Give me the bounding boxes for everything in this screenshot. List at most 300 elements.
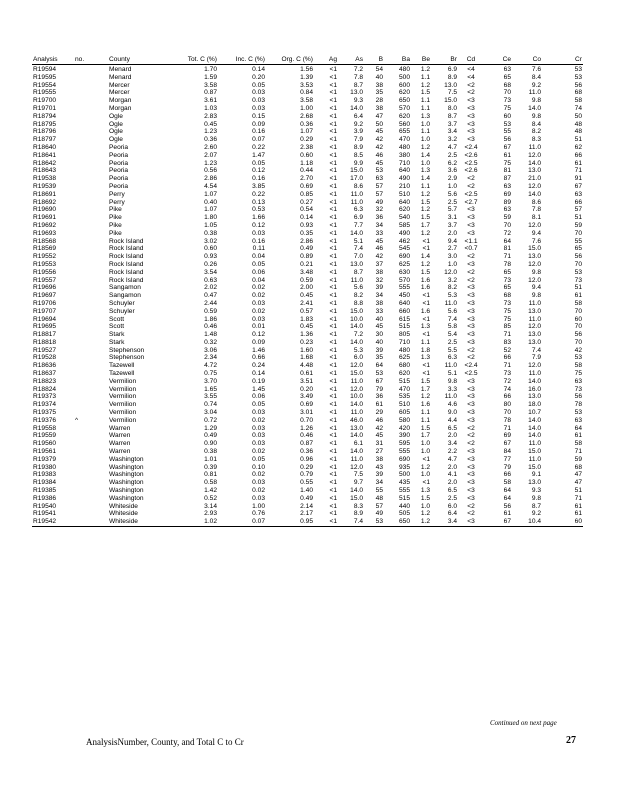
table-cell: 4.1 <box>447 471 457 479</box>
table-cell: R19700 <box>33 97 57 105</box>
table-cell: <1 <box>422 292 430 300</box>
table-row <box>32 354 583 362</box>
table-cell: Sangamon <box>109 292 141 300</box>
table-cell: 2.41 <box>300 299 313 307</box>
table-cell: 6.3 <box>353 206 363 214</box>
table-cell: 1.83 <box>300 315 313 323</box>
table-row <box>32 269 583 277</box>
table-cell: 0.79 <box>300 471 313 479</box>
table-cell: <1 <box>329 292 337 300</box>
table-cell: 1.07 <box>300 128 313 136</box>
table-cell: <3 <box>467 120 475 128</box>
table-cell: 53 <box>574 354 582 362</box>
table-cell: R19557 <box>33 276 57 284</box>
table-cell: 1.59 <box>204 73 217 81</box>
table-cell <box>74 261 108 269</box>
table-cell: <2.5 <box>464 159 478 167</box>
table-cell: 0.72 <box>204 416 217 424</box>
table-cell: 510 <box>398 401 410 409</box>
table-cell: 605 <box>398 409 410 417</box>
table-cell: 11.0 <box>528 315 541 323</box>
table-cell: 0.46 <box>204 323 217 331</box>
table-cell: <2 <box>467 440 475 448</box>
table-cell: 73 <box>503 370 511 378</box>
table-cell: <1 <box>329 245 337 253</box>
table-cell: 42 <box>375 424 383 432</box>
table-cell <box>74 277 108 285</box>
table-cell: 4.4 <box>447 416 457 424</box>
table-cell: <1 <box>329 73 337 81</box>
table-cell: <1 <box>329 448 337 456</box>
table-cell: <1 <box>422 299 430 307</box>
table-cell: 3.55 <box>204 393 217 401</box>
table-cell: Schuyler <box>109 307 135 315</box>
table-cell: 7.5 <box>353 471 363 479</box>
table-cell: R19555 <box>33 89 57 97</box>
table-cell: 7.6 <box>531 237 541 245</box>
table-cell: 0.22 <box>252 190 265 198</box>
table-cell: <4 <box>467 73 475 81</box>
table-cell: 30 <box>375 331 383 339</box>
table-cell: 0.66 <box>252 354 265 362</box>
table-cell: 66 <box>503 354 511 362</box>
table-cell: R19706 <box>33 299 57 307</box>
table-cell: <1 <box>329 206 337 214</box>
table-cell: 84 <box>503 448 511 456</box>
table-cell: 640 <box>398 167 410 175</box>
table-cell: 73 <box>503 97 511 105</box>
table-cell: <1 <box>329 471 337 479</box>
table-cell: R19558 <box>33 424 57 432</box>
table-row <box>32 238 583 246</box>
table-cell: Stark <box>109 331 125 339</box>
table-cell: 56 <box>574 253 582 261</box>
table-cell: 38 <box>375 299 383 307</box>
table-cell: 55 <box>375 487 383 495</box>
table-cell: 71 <box>574 448 582 456</box>
continued-note: Continued on next page <box>490 719 557 727</box>
table-cell: 0.27 <box>300 198 313 206</box>
table-row <box>32 471 583 479</box>
table-cell: Mercer <box>109 81 130 89</box>
table-cell: 40 <box>375 73 383 81</box>
table-cell: 1.40 <box>300 487 313 495</box>
table-cell: R19695 <box>33 323 57 331</box>
table-cell: 1.2 <box>411 518 431 526</box>
table-cell: 1.68 <box>300 354 313 362</box>
table-cell: <2 <box>467 354 475 362</box>
table-cell: 48 <box>574 128 582 136</box>
table-cell: 73 <box>503 299 511 307</box>
table-cell: 1.5 <box>420 424 430 432</box>
table-cell: 46 <box>375 416 383 424</box>
table-cell: 39 <box>375 471 383 479</box>
table-cell: 29 <box>375 409 383 417</box>
table-cell: 12.0 <box>444 268 457 276</box>
table-cell: 13.0 <box>528 167 541 175</box>
table-cell: 690 <box>398 455 410 463</box>
table-cell: 71 <box>503 253 511 261</box>
table-cell: 0.69 <box>300 401 313 409</box>
table-cell: 89 <box>503 198 511 206</box>
table-cell <box>74 495 108 503</box>
table-cell: 71 <box>503 362 511 370</box>
table-cell: <2 <box>467 276 475 284</box>
table-cell: 56 <box>574 393 582 401</box>
table-cell: <3 <box>467 338 475 346</box>
table-cell: R19538 <box>33 175 57 183</box>
table-cell: 46 <box>375 151 383 159</box>
table-cell: 1.46 <box>252 346 265 354</box>
table-cell: 1.0 <box>420 159 430 167</box>
table-cell: 15.0 <box>350 370 363 378</box>
table-cell: 8.2 <box>353 292 363 300</box>
table-cell: 620 <box>398 370 410 378</box>
table-cell: 510 <box>398 190 410 198</box>
table-cell: 11.0 <box>350 409 363 417</box>
table-cell: 11.0 <box>528 299 541 307</box>
table-cell: 7.9 <box>531 354 541 362</box>
table-cell: <3 <box>467 97 475 105</box>
table-cell: 14.0 <box>350 323 363 331</box>
table-cell: 0.15 <box>252 112 265 120</box>
table-cell: 4.6 <box>447 401 457 409</box>
table-cell: 53 <box>574 66 582 73</box>
table-row <box>32 401 583 409</box>
table-cell: 3.48 <box>300 268 313 276</box>
table-cell: <3 <box>467 128 475 136</box>
table-cell: 5.4 <box>447 331 457 339</box>
table-cell: 56 <box>574 331 582 339</box>
table-cell: R19696 <box>33 284 57 292</box>
table-row <box>32 89 583 97</box>
table-cell: Whiteside <box>109 510 138 518</box>
table-cell: 61 <box>574 510 582 518</box>
table-cell: 13.0 <box>444 81 457 89</box>
table-row <box>32 370 583 378</box>
table-cell: 71 <box>503 331 511 339</box>
table-cell: 9.2 <box>353 120 363 128</box>
table-cell: 680 <box>398 362 410 370</box>
table-cell: 87 <box>503 175 511 183</box>
table-cell <box>74 175 108 183</box>
table-cell: 0.12 <box>252 167 265 175</box>
table-cell <box>74 89 108 97</box>
table-cell: <3 <box>467 448 475 456</box>
table-cell: 1.1 <box>420 73 430 81</box>
table-cell: 1.00 <box>300 104 313 112</box>
table-cell: <3 <box>467 284 475 292</box>
table-row <box>32 362 583 370</box>
table-cell <box>74 136 108 144</box>
table-row <box>32 230 583 238</box>
table-cell: 57 <box>375 182 383 190</box>
table-cell: 2.86 <box>204 175 217 183</box>
table-cell: <1 <box>329 190 337 198</box>
table-cell: 0.02 <box>252 292 265 300</box>
table-cell: 1.2 <box>420 143 430 151</box>
table-cell: 1.4 <box>420 175 430 183</box>
table-cell <box>74 253 108 261</box>
table-cell: 1.0 <box>420 440 430 448</box>
table-cell: R19542 <box>32 518 74 526</box>
column-header: Cr <box>542 55 583 65</box>
analysis-table <box>32 55 583 527</box>
table-cell: 64 <box>375 362 383 370</box>
table-cell: 0.29 <box>300 463 313 471</box>
table-cell: 12.0 <box>528 260 541 268</box>
table-cell: 0.60 <box>300 151 313 159</box>
table-cell: R19553 <box>33 260 57 268</box>
table-cell: 10.0 <box>350 315 363 323</box>
table-cell <box>74 316 108 324</box>
table-cell: 545 <box>398 245 410 253</box>
table-cell <box>74 503 108 511</box>
table-cell: 46.0 <box>350 416 363 424</box>
table-cell: 13.0 <box>350 424 363 432</box>
table-cell: 91 <box>574 175 582 183</box>
table-cell: 0.05 <box>252 401 265 409</box>
table-cell: R19595 <box>33 73 57 81</box>
table-cell: 1.1 <box>420 409 430 417</box>
table-cell: 1.86 <box>204 315 217 323</box>
table-cell: 53 <box>375 167 383 175</box>
table-cell: 63 <box>503 182 511 190</box>
table-cell: 0.89 <box>300 253 313 261</box>
table-cell: <1 <box>329 370 337 378</box>
table-cell: 0.19 <box>252 377 265 385</box>
table-cell: Perry <box>109 198 125 206</box>
table-cell: 570 <box>398 276 410 284</box>
table-row <box>32 82 583 90</box>
table-cell: 11.0 <box>444 299 457 307</box>
table-cell: 61 <box>503 151 511 159</box>
table-cell: 1.7 <box>420 221 430 229</box>
table-cell: 0.81 <box>204 471 217 479</box>
table-cell: 9.8 <box>531 268 541 276</box>
table-cell: 640 <box>398 198 410 206</box>
table-cell: 0.09 <box>252 338 265 346</box>
table-cell <box>74 128 108 136</box>
table-cell: 5.1 <box>447 370 457 378</box>
table-cell: 70 <box>574 307 582 315</box>
table-cell: <3 <box>467 323 475 331</box>
table-cell: 5.6 <box>447 190 457 198</box>
table-cell: 0.20 <box>300 385 313 393</box>
table-cell <box>74 284 108 292</box>
table-cell: 53 <box>574 73 582 81</box>
table-cell: 2.14 <box>300 502 313 510</box>
table-row <box>32 277 583 285</box>
table-cell: 0.59 <box>204 307 217 315</box>
table-cell: 63 <box>574 416 582 424</box>
table-cell: 0.45 <box>300 292 313 300</box>
table-cell: R19374 <box>33 401 57 409</box>
table-cell: 14.0 <box>350 401 363 409</box>
table-cell: 7.2 <box>353 331 363 339</box>
table-cell: 1.4 <box>420 151 430 159</box>
table-cell: 5.3 <box>353 346 363 354</box>
table-cell: <1 <box>422 237 430 245</box>
table-row <box>32 518 583 526</box>
table-cell: <3 <box>467 104 475 112</box>
table-cell: 1.7 <box>420 385 430 393</box>
table-cell <box>74 479 108 487</box>
table-cell: 0.58 <box>204 479 217 487</box>
table-cell: 0.36 <box>300 120 313 128</box>
table-row <box>32 417 583 425</box>
table-cell: 3.4 <box>431 518 458 526</box>
table-cell: 55 <box>503 128 511 136</box>
table-cell: 9.3 <box>353 97 363 105</box>
table-cell: 14.0 <box>528 377 541 385</box>
table-cell: R19527 <box>33 346 57 354</box>
table-cell: 5.6 <box>353 284 363 292</box>
table-cell: 59 <box>574 455 582 463</box>
table-cell: 14.0 <box>528 159 541 167</box>
table-cell: 1.5 <box>420 198 430 206</box>
table-cell: 7.5 <box>447 89 457 97</box>
table-cell: R19375 <box>33 409 57 417</box>
table-cell: <4 <box>467 66 475 73</box>
table-cell: 3.7 <box>447 221 457 229</box>
table-row <box>32 113 583 121</box>
table-cell: 78 <box>503 260 511 268</box>
table-cell: 1.0 <box>447 182 457 190</box>
table-cell <box>74 487 108 495</box>
table-cell <box>74 269 108 277</box>
table-cell <box>74 300 108 308</box>
table-cell: 2.02 <box>204 284 217 292</box>
table-cell: 1.26 <box>300 424 313 432</box>
table-cell: 655 <box>398 128 410 136</box>
table-cell: 14.0 <box>528 416 541 424</box>
table-cell: R18817 <box>33 331 57 339</box>
column-header: Be <box>411 55 431 65</box>
table-cell: <1 <box>329 167 337 175</box>
table-cell: R19559 <box>33 432 57 440</box>
table-cell: <1 <box>329 104 337 112</box>
table-cell: 600 <box>398 81 410 89</box>
table-row <box>32 440 583 448</box>
table-cell: <1 <box>329 284 337 292</box>
table-cell: 4.7 <box>447 455 457 463</box>
table-row <box>32 503 583 511</box>
column-header: Analysis <box>32 55 74 65</box>
table-cell: 0.16 <box>252 237 265 245</box>
table-cell: 2.34 <box>204 354 217 362</box>
table-cell <box>74 292 108 300</box>
table-cell: Warren <box>109 440 131 448</box>
table-cell: 2.17 <box>300 510 313 518</box>
table-cell: 1.3 <box>420 487 430 495</box>
table-cell: <1 <box>329 502 337 510</box>
table-header <box>32 55 583 65</box>
table-cell: Scott <box>109 323 125 331</box>
table-cell: 0.45 <box>300 323 313 331</box>
table-cell: R18569 <box>33 245 57 253</box>
table-cell: 13.0 <box>350 89 363 97</box>
table-cell: 66 <box>503 393 511 401</box>
table-row <box>32 65 583 74</box>
table-cell: 0.07 <box>252 136 265 144</box>
table-cell: 63 <box>503 206 511 214</box>
table-cell: <1 <box>329 510 337 518</box>
table-cell: 6.3 <box>447 354 457 362</box>
table-cell: 56 <box>503 136 511 144</box>
table-cell: R19379 <box>33 455 57 463</box>
table-cell: 1.05 <box>204 221 217 229</box>
table-cell: 490 <box>398 229 410 237</box>
table-row <box>32 152 583 160</box>
table-cell: 9.3 <box>531 487 541 495</box>
table-cell: 0.05 <box>252 260 265 268</box>
table-cell: 27 <box>375 448 383 456</box>
table-cell <box>74 144 108 152</box>
table-cell: 0.02 <box>252 448 265 456</box>
table-cell: 1.2 <box>420 510 430 518</box>
table-cell: 5.5 <box>447 346 457 354</box>
table-cell: 12.0 <box>528 362 541 370</box>
table-cell: R19693 <box>33 229 57 237</box>
table-cell: Washington <box>109 471 144 479</box>
column-header: B <box>364 55 384 65</box>
table-cell: 40 <box>375 338 383 346</box>
table-cell: 1.2 <box>420 229 430 237</box>
table-cell: 0.02 <box>252 416 265 424</box>
table-cell: <3 <box>467 487 475 495</box>
table-cell: 73 <box>574 385 582 393</box>
table-cell: 1.36 <box>300 331 313 339</box>
table-cell: 8.9 <box>353 143 363 151</box>
table-cell: Vermilion <box>109 385 137 393</box>
table-cell: R19694 <box>33 315 57 323</box>
table-cell: <3 <box>467 260 475 268</box>
table-cell: 0.03 <box>252 89 265 97</box>
table-cell: 36 <box>375 214 383 222</box>
table-cell: 1.66 <box>252 214 265 222</box>
table-cell: 56 <box>503 502 511 510</box>
table-cell: 58 <box>574 97 582 105</box>
table-cell: 5.1 <box>353 237 363 245</box>
table-cell: <3 <box>458 518 484 526</box>
table-cell: 1.2 <box>420 393 430 401</box>
table-cell: 11.0 <box>444 362 457 370</box>
table-cell: <1.1 <box>464 237 478 245</box>
table-cell: 8.7 <box>447 112 457 120</box>
table-row <box>32 308 583 316</box>
table-cell: 14.0 <box>528 424 541 432</box>
table-cell: Ogle <box>109 128 123 136</box>
table-cell: 13.0 <box>350 260 363 268</box>
table-cell: <1 <box>422 362 430 370</box>
table-cell: 8.6 <box>531 198 541 206</box>
table-cell: 0.03 <box>252 432 265 440</box>
table-cell <box>74 440 108 448</box>
table-cell: 615 <box>398 315 410 323</box>
table-cell: 0.96 <box>300 455 313 463</box>
page-number: 27 <box>566 735 576 746</box>
table-cell: 9.0 <box>447 409 457 417</box>
table-cell: 58 <box>574 362 582 370</box>
table-cell: 61 <box>574 432 582 440</box>
table-cell: 0.32 <box>204 338 217 346</box>
table-cell: 16.0 <box>528 385 541 393</box>
table-cell: 14.0 <box>528 190 541 198</box>
table-cell: R18643 <box>33 167 57 175</box>
table-cell: 3.85 <box>252 182 265 190</box>
table-cell: 80 <box>503 401 511 409</box>
